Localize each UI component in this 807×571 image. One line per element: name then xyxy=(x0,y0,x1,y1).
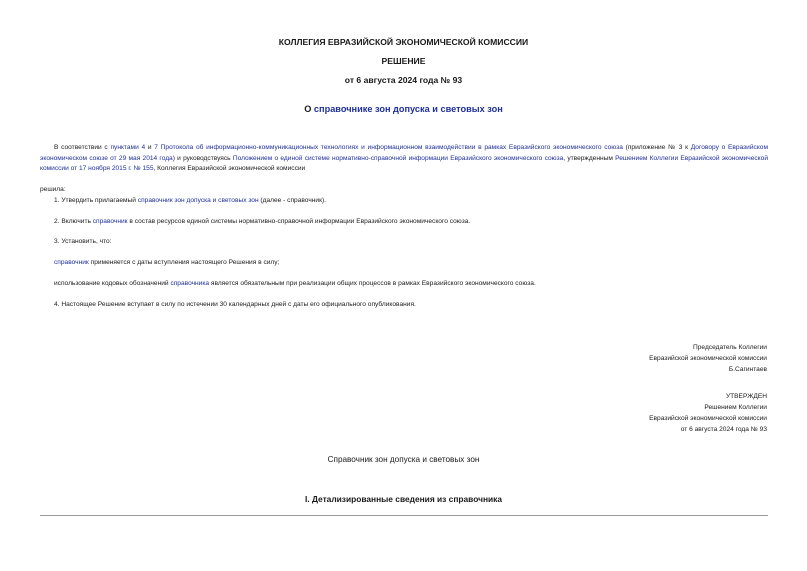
item-2-text-2: в состав ресурсов единой системы нормативно-справочной информации Евразийского экономического союза. xyxy=(127,218,471,225)
item-2-link[interactable]: справочник xyxy=(92,218,128,225)
item-3a-link[interactable]: справочник xyxy=(54,259,89,266)
item-2-text-1: 2. Включить xyxy=(54,218,93,225)
approved-block xyxy=(649,391,767,435)
signature-block xyxy=(649,342,767,375)
signature-org: Евразийской экономической комиссии xyxy=(649,355,767,362)
title-prefix: О xyxy=(304,104,314,114)
preamble-text-6: , Коллегия Евразийской экономической комиссии xyxy=(153,165,306,172)
link-treaty[interactable]: Договору о Евразийском экономическом союзе от 29 мая 2014 года xyxy=(40,144,769,162)
link-regulation[interactable]: Положением о единой системе нормативно-справочной информации Евразийского экономического союза xyxy=(232,154,564,162)
item-3b-text-2: является обязательным при реализации общих процессов в рамках Евразийского экономического союза. xyxy=(209,280,536,287)
doc-type-heading: РЕШЕНИЕ xyxy=(381,56,426,66)
link-points-4[interactable]: пунктами 4 xyxy=(110,144,146,151)
approved-decision: Решением Коллегии xyxy=(704,404,767,411)
signature-name: Б.Сагинтаев xyxy=(728,366,767,373)
link-decision-155[interactable]: Решением Коллегии Евразийской экономической комиссии от 17 ноября 2015 г. № 155 xyxy=(40,154,768,172)
preamble-text-2: и xyxy=(145,144,155,151)
item-2 xyxy=(54,217,470,227)
preamble-text-1: В соответствии с xyxy=(54,144,111,151)
item-1-text-1: 1. Утвердить прилагаемый xyxy=(54,197,138,204)
item-3b xyxy=(54,279,536,289)
item-1 xyxy=(54,196,326,206)
item-3a xyxy=(54,258,279,268)
approved-label: УТВЕРЖДЕН xyxy=(725,393,767,400)
item-3b-link[interactable]: справочника xyxy=(170,280,210,287)
item-3b-text-1: использование кодовых обозначений xyxy=(54,280,171,287)
item-1-link[interactable]: справочник зон допуска и световых зон xyxy=(137,197,259,204)
item-4: 4. Настоящее Решение вступает в силу по истечении 30 календарных дней с даты его официального опубликования. xyxy=(54,301,416,308)
link-protocol[interactable]: 7 Протокола об информационно-коммуникационных технологиях и информационном взаимодействии в рамках Евразийского экономического союза xyxy=(154,144,623,151)
org-heading: КОЛЛЕГИЯ ЕВРАЗИЙСКОЙ ЭКОНОМИЧЕСКОЙ КОМИССИИ xyxy=(278,37,529,47)
date-number-heading: от 6 августа 2024 года № 93 xyxy=(344,75,463,85)
document-title xyxy=(0,104,807,114)
preamble-text-5: , утвержденным xyxy=(563,154,616,162)
divider xyxy=(40,515,768,516)
preamble-text-3: (приложение № 3 к xyxy=(622,144,691,151)
appendix-title: Справочник зон допуска и световых зон xyxy=(327,455,480,464)
item-1-text-2: (далее - справочник). xyxy=(258,197,327,204)
signature-position: Председатель Коллегии xyxy=(693,344,767,351)
approved-date: от 6 августа 2024 года № 93 xyxy=(680,426,767,433)
approved-org: Евразийской экономической комиссии xyxy=(649,415,767,422)
item-3: 3. Установить, что: xyxy=(54,238,112,245)
preamble-text-4: ) и руководствуясь xyxy=(172,154,233,162)
decided-label: решила: xyxy=(40,186,66,193)
section-heading: I. Детализированные сведения из справочника xyxy=(304,494,503,504)
title-link[interactable]: справочнике зон допуска и световых зон xyxy=(313,104,503,114)
item-3a-text: применяется с даты вступления настоящего Решения в силу; xyxy=(88,259,280,266)
preamble-paragraph xyxy=(40,143,768,175)
